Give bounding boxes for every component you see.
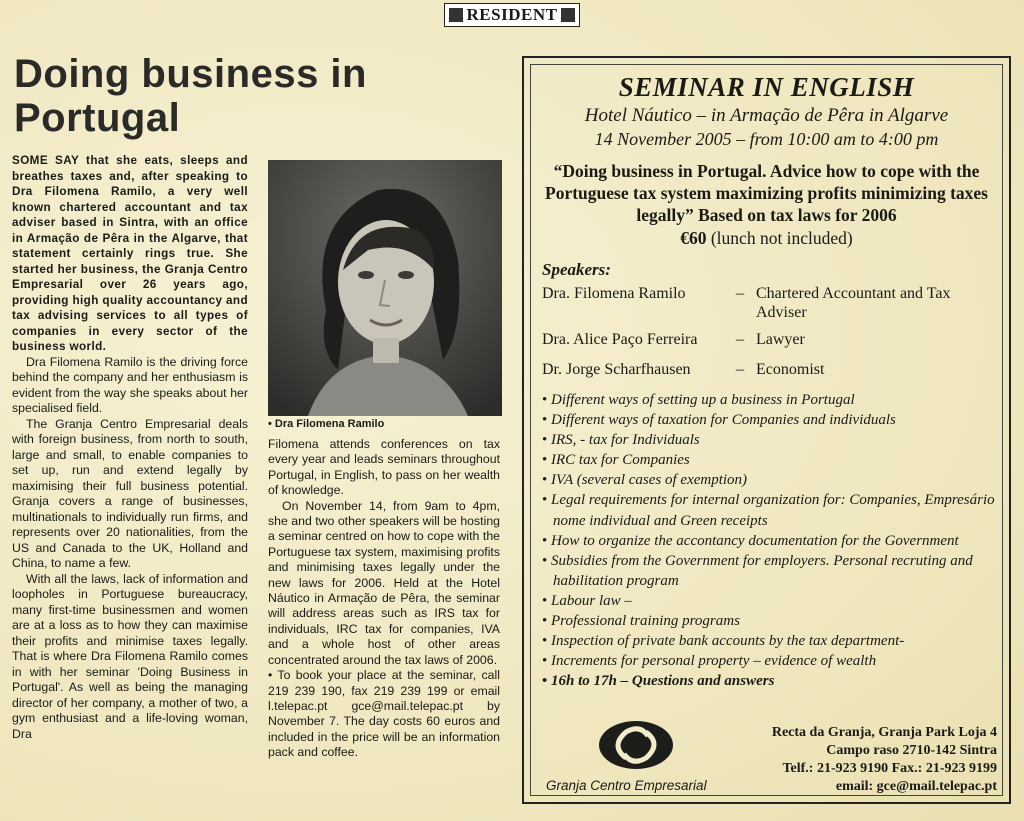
speaker-row (542, 360, 956, 379)
photo-caption: • Dra Filomena Ramilo (268, 418, 385, 430)
speaker-dash: – (736, 361, 744, 378)
speaker-role: Chartered Accountant and Tax Adviser (756, 285, 951, 321)
topic-item-questions: • 16h to 17h – Questions and answers (542, 671, 999, 691)
speaker-role: Economist (756, 361, 825, 378)
topic-item: • How to organize the accontancy documentation for the Government (542, 531, 999, 551)
article-column-middle (268, 437, 500, 761)
topic-item: • IVA (several cases of exemption) (542, 470, 999, 490)
seminar-title: SEMINAR IN ENGLISH (618, 72, 915, 102)
speaker-role: Lawyer (756, 331, 805, 348)
article-column-left (12, 153, 248, 742)
article-paragraph: On November 14, from 9am to 4pm, she and two other speakers will be hosting a seminar centred on how to cope with the Portuguese tax system, maximising profits and minimising taxes legally under the new laws for 2006. Held at the Hotel Náutico in Armação de Pêra, the seminar will address areas such as IRS tax for individuals, IRC tax for companies, IVA and a whole host of other areas concentrated around the tax laws of 2006. (268, 498, 500, 667)
contact-phones: Telf.: 21-923 9190 Fax.: 21-923 9199 (782, 761, 997, 776)
contact-email: email: gce@mail.telepac.pt (835, 779, 997, 794)
topic-item: • Professional training programs (542, 611, 999, 631)
article-lead: SOME SAY that she eats, sleeps and breathes taxes and, after speaking to Dra Filomena Ramilo, a very well known chartered accountant and tax adviser based in Sintra, with an office in Armação de Pêra in the Algarve, that statement certainly rings true. She started her business, the Granja Centro Empresarial over 26 years ago, providing high quality accountancy and tax advising services to all types of companies in every sector of the business world. (12, 154, 248, 353)
topic-item: • Legal requirements for internal organization for: Companies, Empresário nome individual and Green receipts (542, 490, 999, 530)
price-note: (lunch not included) (706, 228, 853, 248)
article-paragraph: Filomena attends conferences on tax every year and leads seminars throughout Portugal, in English, to pass on her wealth of knowledge. (268, 437, 500, 498)
topic-item: • IRS, - tax for Individuals (542, 430, 999, 450)
speaker-row (542, 284, 956, 322)
article-paragraph: Dra Filomena Ramilo is the driving force behind the company and her enthusiasm is evident from the way she speaks about her specialised field. (12, 354, 248, 415)
article-paragraph: With all the laws, lack of information and loopholes in Portuguese bureaucracy, many first-time businessmen and women are at a loss as to how they can maximise their profits and minimise taxes legally. That is where Dra Filomena Ramilo comes in with her seminar 'Doing Business in Portugal'. As well as being the managing director of her company, a mother of two, a gym enthusiast and a life-loving woman, Dra (12, 571, 248, 741)
seminar-venue: Hotel Náutico – in Armação de Pêra in Algarve (584, 105, 949, 126)
masthead-title: RESIDENT (466, 5, 558, 24)
granja-logo-icon (596, 718, 676, 772)
topic-item: • IRC tax for Companies (542, 450, 999, 470)
topic-item: • Different ways of taxation for Companies and individuals (542, 410, 999, 430)
seminar-price (524, 228, 1009, 249)
topic-item: • Subsidies from the Government for employers. Personal recruting and habilitation program (542, 551, 999, 591)
speaker-name: Dra. Alice Paço Ferreira (542, 331, 698, 348)
price-value: €60 (680, 228, 707, 248)
article-headline: Doing business in Portugal (14, 52, 367, 140)
company-name: Granja Centro Empresarial (546, 778, 707, 793)
masthead-emblem-icon (561, 8, 575, 22)
speaker-dash: – (736, 331, 744, 348)
speaker-row (542, 330, 956, 349)
speaker-name: Dra. Filomena Ramilo (542, 285, 686, 302)
masthead-emblem-icon (449, 8, 463, 22)
topic-item: • Inspection of private bank accounts by the tax department- (542, 631, 999, 651)
contact-info (737, 724, 997, 796)
contact-city: Campo raso 2710-142 Sintra (826, 743, 997, 758)
topic-list (542, 390, 999, 691)
speaker-dash: – (736, 285, 744, 302)
topic-item: • Increments for personal property – evidence of wealth (542, 651, 999, 671)
speakers-heading: Speakers: (542, 260, 611, 279)
masthead-logo (444, 3, 580, 27)
topic-item: • Labour law – (542, 591, 999, 611)
topic-item: • Different ways of setting up a business in Portugal (542, 390, 999, 410)
seminar-date: 14 November 2005 – from 10:00 am to 4:00 pm (594, 129, 939, 149)
speaker-name: Dr. Jorge Scharfhausen (542, 361, 691, 378)
portrait-photo (268, 160, 502, 416)
article-paragraph: The Granja Centro Empresarial deals with foreign business, from north to south, large and small, to enable companies to set up, run and extend legally by maximising their full business potential. Granja covers a range of businesses, multinationals to individually run firms, and represents over 20 nationalities, from the US and Canada to the UK, Holland and China, to name a few. (12, 416, 248, 570)
seminar-advert (522, 56, 1011, 804)
booking-info: • To book your place at the seminar, call 219 239 190, fax 219 239 199 or email l.telepac.pt gce@mail.telepac.pt by November 7. The day costs 60 euros and included in the price will be an information pack and coffee. (268, 668, 500, 760)
seminar-description: “Doing business in Portugal. Advice how to cope with the Portuguese tax system maximizing profits minimizing taxes legally” Based on tax laws for 2006 (545, 161, 988, 225)
contact-address: Recta da Granja, Granja Park Loja 4 (771, 725, 997, 740)
